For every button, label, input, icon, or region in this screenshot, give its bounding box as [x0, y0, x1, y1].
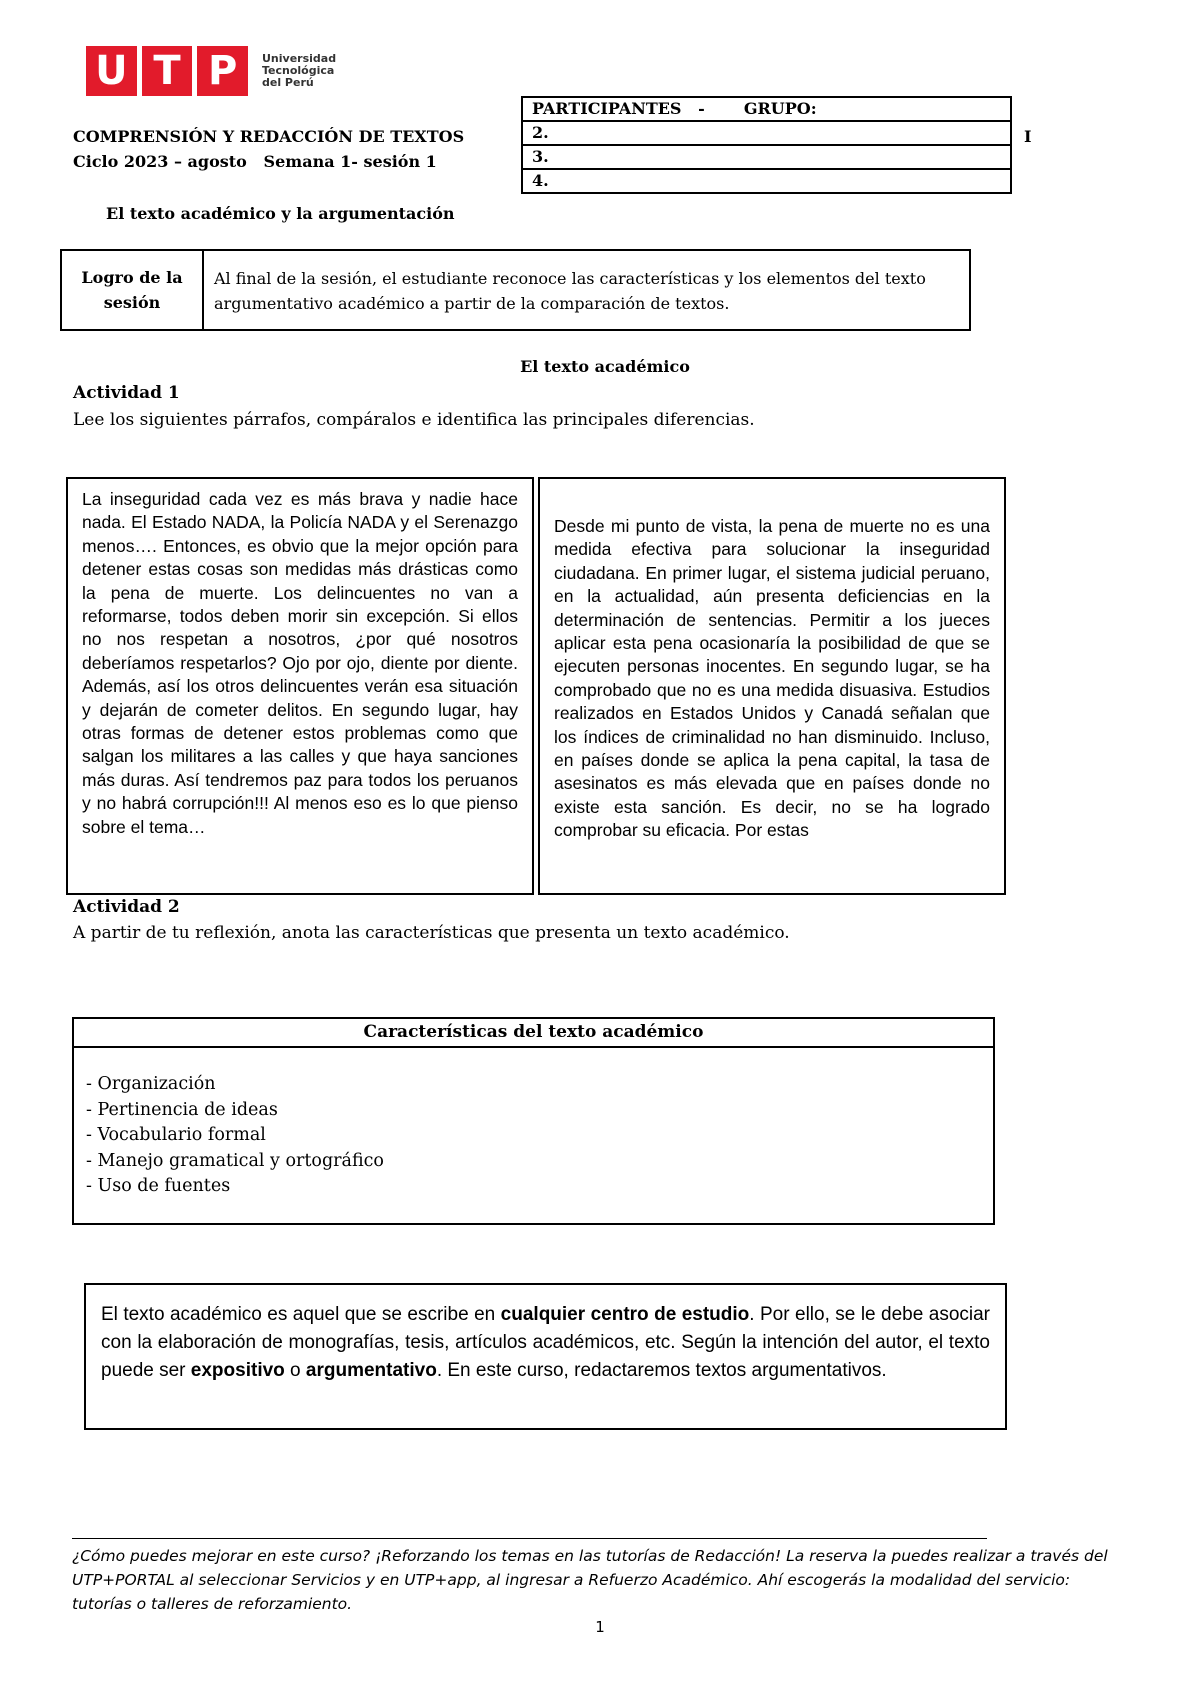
- logo-letter: U: [95, 48, 128, 94]
- list-item: - Organización: [86, 1074, 216, 1094]
- list-item: - Uso de fuentes: [86, 1176, 231, 1196]
- logo-wordmark: Universidad Tecnológica del Perú: [262, 52, 337, 89]
- logo-letter: P: [192, 46, 248, 96]
- participants-header: PARTICIPANTES - GRUPO:: [522, 97, 1011, 121]
- footnote-divider: [72, 1538, 987, 1539]
- group-value: I: [1024, 127, 1032, 146]
- characteristics-list[interactable]: [74, 1048, 993, 1223]
- activity2-instruction: A partir de tu reflexión, anota las características que presenta un texto académico.: [73, 923, 790, 943]
- footnote: ¿Cómo puedes mejorar en este curso? ¡Reforzando los temas en las tutorías de Redacción! La reserva la puedes realizar a través del UTP+PORTAL al seleccionar Servicios y en UTP+app, al ingresar a Refuerzo Académico. Ahí escogerás la modalidad del servicio: tutorías o talleres de reforzamiento.: [72, 1547, 1108, 1613]
- topic-title: El texto académico y la argumentación: [106, 204, 455, 223]
- activity1-title: Actividad 1: [73, 383, 180, 403]
- utp-logo: [86, 46, 248, 96]
- page-number: 1: [595, 1618, 605, 1636]
- participants-table: [521, 96, 1012, 194]
- cycle-line: Ciclo 2023 – agosto Semana 1- sesión 1: [73, 152, 437, 171]
- activity1-instruction: Lee los siguientes párrafos, compáralos e identifica las principales diferencias.: [73, 410, 755, 430]
- list-item: - Pertinencia de ideas: [86, 1099, 278, 1120]
- logo-letter: T: [137, 46, 193, 96]
- participant-row[interactable]: 3.: [522, 145, 1011, 169]
- paragraph-right-text: Desde mi punto de vista, la pena de muerte no es una medida efectiva para solucionar la inseguridad ciudadana. En primer lugar, el sistema judicial peruano, en la actualidad, aún presenta deficiencias en la determinación de sentencias. Permitir a los jueces aplicar esta pena ocasionaría la posibilidad de que se ejecuten personas inocentes. En segundo lugar, se ha comprobado que no es una medida disuasiva. Estudios realizados en Estados Unidos y Canadá señalan que los índices de criminalidad no han disminuido. Incluso, en países donde se aplica la pena capital, la tasa de asesinatos es más elevada que en países donde no existe esta sanción. Es decir, no se ha logrado comprobar su eficacia. Por estas: [554, 516, 990, 841]
- logro-text: Al final de la sesión, el estudiante reconoce las características y los elementos del texto argumentativo académico a partir de la comparación de textos.: [214, 269, 926, 313]
- info-box: El texto académico es aquel que se escribe en cualquier centro de estudio. Por ello, se le debe asociar con la elaboración de monografías, tesis, artículos académicos, etc. Según la intención del autor, el texto puede ser expositivo o argumentativo. En este curso, redactaremos textos argumentativos.: [84, 1283, 1007, 1430]
- list-item: - Vocabulario formal: [86, 1125, 266, 1145]
- bold-term: argumentativo: [305, 1360, 437, 1381]
- bold-term: cualquier centro de estudio: [500, 1304, 750, 1325]
- logro-label: Logro de la sesión: [62, 251, 204, 329]
- list-item: - Manejo gramatical y ortográfico: [86, 1150, 384, 1171]
- section-title: El texto académico: [520, 357, 690, 376]
- course-title: COMPRENSIÓN Y REDACCIÓN DE TEXTOS: [73, 127, 465, 146]
- paragraph-box-right: [538, 477, 1006, 895]
- activity2-title: Actividad 2: [73, 897, 180, 917]
- characteristics-header: Características del texto académico: [74, 1019, 993, 1048]
- participant-row[interactable]: 2.: [522, 121, 1011, 145]
- characteristics-table: [72, 1017, 995, 1225]
- participant-row[interactable]: 4.: [522, 169, 1011, 193]
- paragraph-left-text: La inseguridad cada vez es más brava y nadie hace nada. El Estado NADA, la Policía NADA y el Serenazgo menos…. Entonces, es obvio que la mejor opción para detener estas cosas son medidas más drásticas como la pena de muerte. Los delincuentes no van a reformarse, todos deben morir sin excepción. Si ellos no nos respetan a nosotros, ¿por qué nosotros deberíamos respetarlos? Ojo por ojo, diente por diente. Además, así los otros delincuentes verán esa situación y dejarán de cometer delitos. En segundo lugar, hay otras formas de detener estos problemas como que salgan los militares a las calles y que haya sanciones más duras. Así tendremos paz para todos los peruanos y no habrá corrupción!!! Al menos eso es lo que pienso sobre el tema…: [82, 489, 518, 837]
- bold-term: expositivo: [190, 1360, 285, 1381]
- logro-box: [60, 249, 971, 331]
- paragraph-box-left: [66, 477, 534, 895]
